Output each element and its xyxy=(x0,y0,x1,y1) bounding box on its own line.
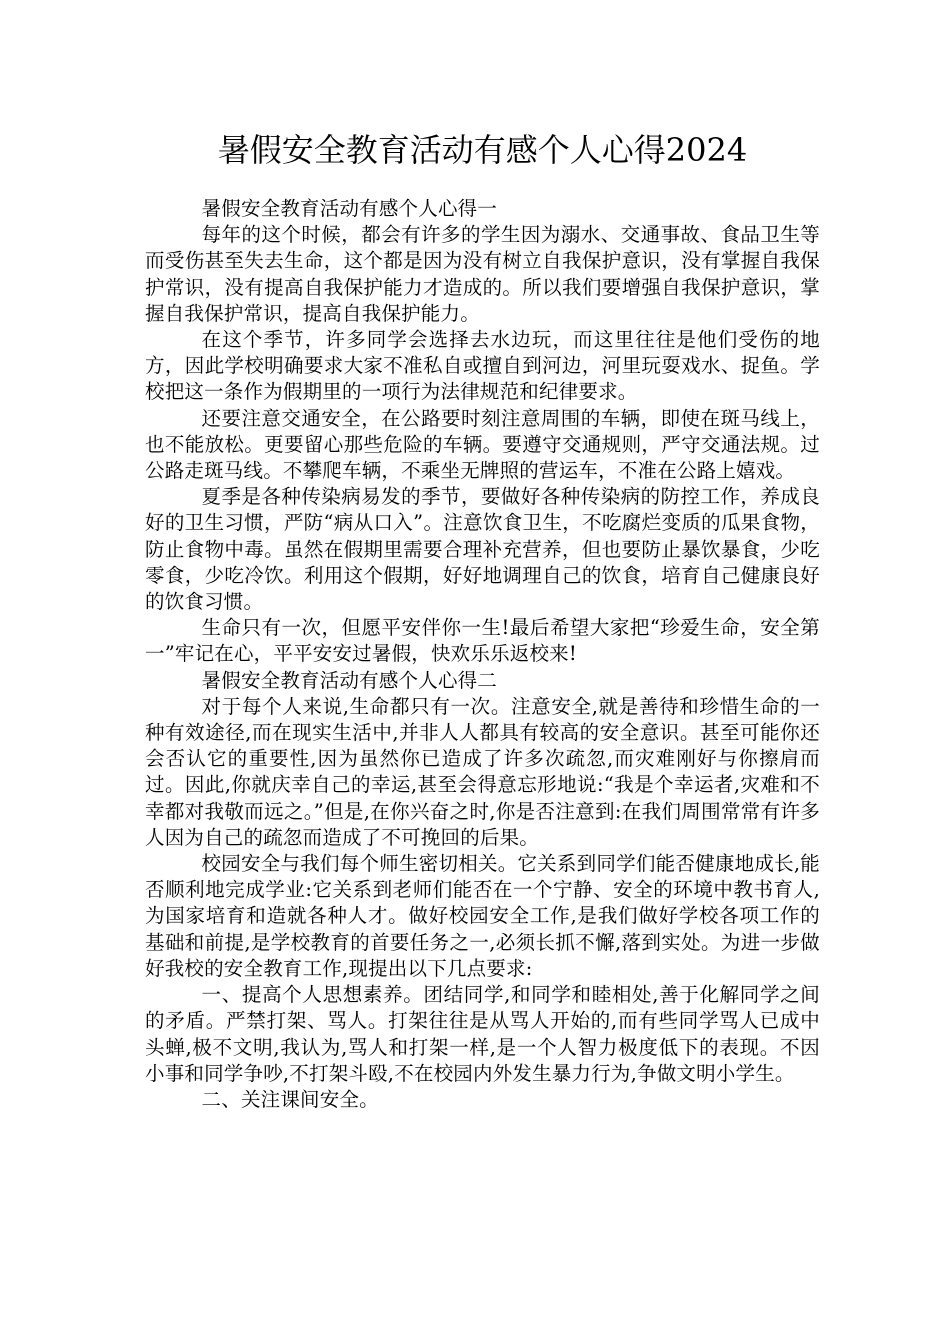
paragraph: 每年的这个时候，都会有许多的学生因为溺水、交通事故、食品卫生等而受伤甚至失去生命，这个都是因为没有树立自我保护意识，没有掌握自我保护常识，没有提高自我保护能力才造成的。所以我们要增强自我保护意识，掌握自我保护常识，提高自我保护能力。 xyxy=(145,223,820,325)
paragraph: 一、提高个人思想素养。团结同学,和同学和睦相处,善于化解同学之间的矛盾。严禁打架、骂人。打架往往是从骂人开始的,而有些同学骂人已成中头蝉,极不文明,我认为,骂人和打架一样,是一个人智力极度低下的表现。不因小事和同学争吵,不打架斗殴,不在校园内外发生暴力行为,争做文明小学生。 xyxy=(145,983,820,1085)
paragraph: 生命只有一次，但愿平安伴你一生!最后希望大家把“珍爱生命，安全第一”牢记在心，平平安安过暑假，快欢乐乐返校来! xyxy=(145,616,820,666)
paragraph: 校园安全与我们每个师生密切相关。它关系到同学们能否健康地成长,能否顺利地完成学业:它关系到老师们能否在一个宁静、安全的环境中教书育人,为国家培育和造就各种人才。做好校园安全工作,是我们做好学校各项工作的基础和前提,是学校教育的首要任务之一,必须长抓不懈,落到实处。为进一步做好我校的安全教育工作,现提出以下几点要求: xyxy=(145,852,820,980)
paragraph: 夏季是各种传染病易发的季节，要做好各种传染病的防控工作，养成良好的卫生习惯，严防“病从口入”。注意饮食卫生，不吃腐烂变质的瓜果食物，防止食物中毒。虽然在假期里需要合理补充营养，但也要防止暴饮暴食，少吃零食，少吃冷饮。利用这个假期，好好地调理自己的饮食，培育自己健康良好的饮食习惯。 xyxy=(145,485,820,614)
paragraph: 对于每个人来说,生命都只有一次。注意安全,就是善待和珍惜生命的一种有效途径,而在现实生活中,并非人人都具有较高的安全意识。甚至可能你还会否认它的重要性,因为虽然你已造成了许多次疏忽,而灾难刚好与你擦肩而过。因此,你就庆幸自己的幸运,甚至会得意忘形地说:“我是个幸运者,灾难和不幸都对我敬而远之。”但是,在你兴奋之时,你是否注意到:在我们周围常常有许多人因为自己的疏忽而造成了不可挽回的后果。 xyxy=(145,694,820,849)
paragraph-heading-1: 暑假安全教育活动有感个人心得一 xyxy=(201,197,498,220)
paragraph: 还要注意交通安全，在公路要时刻注意周围的车辆，即使在斑马线上，也不能放松。更要留心那些危险的车辆。要遵守交通规则，严守交通法规。过公路走斑马线。不攀爬车辆，不乘坐无牌照的营运车，不准在公路上嬉戏。 xyxy=(145,406,820,483)
paragraph: 在这个季节，许多同学会选择去水边玩，而这里往往是他们受伤的地方，因此学校明确要求大家不准私自或擅自到河边，河里玩耍戏水、捉鱼。学校把这一条作为假期里的一项行为法律规范和纪律要求。 xyxy=(145,328,820,404)
document-title: 暑假安全教育活动有感个人心得2024 xyxy=(217,131,748,169)
paragraph: 二、关注课间安全。 xyxy=(201,1087,379,1111)
paragraph-heading-2: 暑假安全教育活动有感个人心得二 xyxy=(201,668,498,692)
document-page xyxy=(145,128,820,1113)
